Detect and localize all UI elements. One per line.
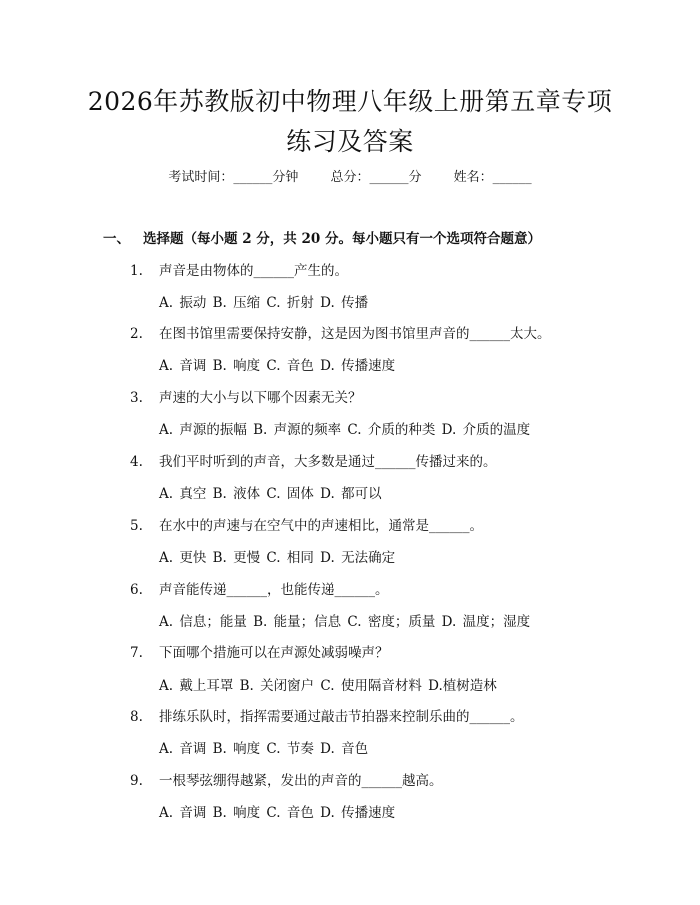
question-stem: 声音是由物体的______产生的。 xyxy=(159,263,348,279)
question-stem: 在图书馆里需要保持安静，这是因为图书馆里声音的______太大。 xyxy=(159,326,551,342)
question-stem: 声速的大小与以下哪个因素无关？ xyxy=(159,390,362,406)
question-number: 9. xyxy=(130,773,143,789)
question-stem: 排练乐队时，指挥需要通过敲击节拍器来控制乐曲的______。 xyxy=(159,709,524,725)
question-3-options: A. 声源的振幅 B. 声源的频率 C. 介质的种类 D. 介质的温度 xyxy=(159,422,531,438)
question-stem: 一根琴弦绷得越紧，发出的声音的______越高。 xyxy=(159,773,443,789)
question-number: 1. xyxy=(130,263,143,279)
question-stem: 声音能传递______，也能传递______。 xyxy=(159,582,389,598)
question-2-options: A. 音调 B. 响度 C. 音色 D. 传播速度 xyxy=(159,358,396,374)
exam-meta xyxy=(0,169,700,187)
question-9-options: A. 音调 B. 响度 C. 音色 D. 传播速度 xyxy=(159,805,396,821)
section-title: 选择题（每小题 2 分，共 20 分。每小题只有一个选项符合题意） xyxy=(143,231,541,247)
question-stem: 我们平时听到的声音，大多数是通过______传播过来的。 xyxy=(159,454,497,470)
question-number: 4. xyxy=(130,454,143,470)
question-8-options: A. 音调 B. 响度 C. 节奏 D. 音色 xyxy=(159,741,369,757)
question-7-options: A. 戴上耳罩 B. 关闭窗户 C. 使用隔音材料 D.植树造林 xyxy=(159,678,497,694)
question-number: 6. xyxy=(130,582,143,598)
question-4-options: A. 真空 B. 液体 C. 固体 D. 都可以 xyxy=(159,486,382,502)
question-number: 3. xyxy=(130,390,143,406)
question-number: 8. xyxy=(130,709,143,725)
total-score-field: 总分：______分 xyxy=(330,170,422,185)
question-number: 2. xyxy=(130,326,143,342)
section-heading xyxy=(103,229,541,249)
question-stem: 在水中的声速与在空气中的声速相比，通常是______。 xyxy=(159,518,483,534)
exam-time-field: 考试时间：______分钟 xyxy=(168,170,299,185)
section-number: 一、 xyxy=(103,231,130,247)
question-number: 7. xyxy=(130,645,143,661)
question-1-options: A. 振动 B. 压缩 C. 折射 D. 传播 xyxy=(159,295,369,311)
question-stem: 下面哪个措施可以在声源处减弱噪声？ xyxy=(159,645,389,661)
document-title: 2026年苏教版初中物理八年级上册第五章专项练习及答案 xyxy=(87,87,613,156)
student-name-field: 姓名：______ xyxy=(453,170,532,185)
question-number: 5. xyxy=(130,518,143,534)
question-6-options: A. 信息；能量 B. 能量；信息 C. 密度；质量 D. 温度；湿度 xyxy=(159,614,531,630)
question-5-options: A. 更快 B. 更慢 C. 相同 D. 无法确定 xyxy=(159,550,396,566)
